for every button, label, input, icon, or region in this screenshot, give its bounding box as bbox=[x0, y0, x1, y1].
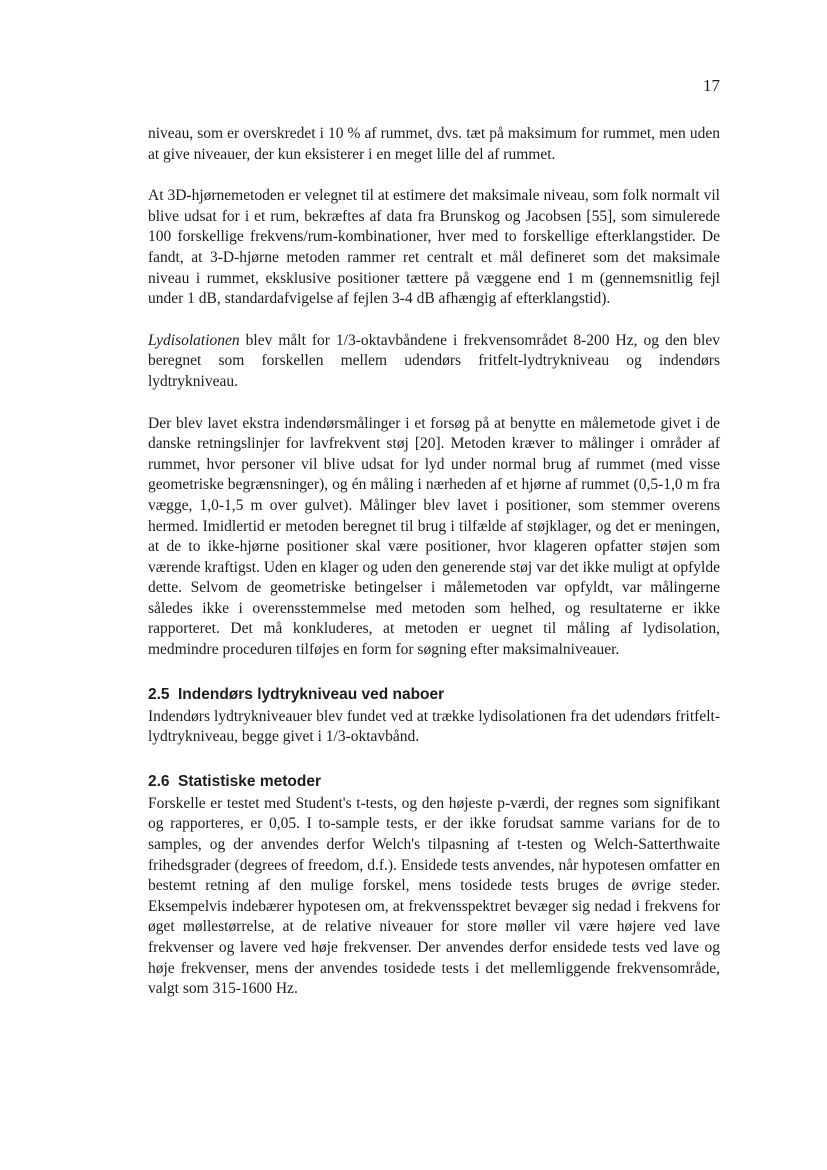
section-title: Statistiske metoder bbox=[178, 772, 321, 790]
paragraph-3d-corner-method: At 3D-hjørnemetoden er velegnet til at estimere det maksimale niveau, som folk normalt vil blive udsat for i et rum, bekræftes af data fra Brunskog og Jacobsen [55], som simulerede 100 forskellige frekvens/rum-kombinationer, hver med to forskellige efterklangstider. De fandt, at 3-D-hjørne metoden rammer ret centralt et mål defineret som det maksimale niveau i rummet, eksklusive positioner tættere på væggene end 1 m (gennemsnitlig fejl under 1 dB, standardafvigelse af fejlen 3-4 dB afhængig af efterklangstid). bbox=[148, 187, 720, 308]
section-title: Indendørs lydtrykniveau ved naboer bbox=[178, 685, 445, 703]
section-heading-2-5 bbox=[148, 685, 720, 705]
section-2-6-body: Forskelle er testet med Student's t-tests, og den højeste p-værdi, der regnes som signifikant og rapporteres, er 0,05. I to-sample tests, er der ikke forudsat samme varians for de to samples, og der anvendes derfor Welch's tilpasning af t-testen og Welch-Satterthwaite frihedsgrader (degrees of freedom, d.f.). Ensidede tests anvendes, når hypotesen omfatter en bestemt retning af den mulige forskel, mens tosidede tests bruges de øvrige steder. Eksempelvis indebærer hypotesen om, at frekvensspektret bevæger sig nedad i frekvens for øget møllestørrelse, at de relative niveauer for store møller vil være højere ved lave frekvenser og lavere ved høje frekvenser. Der anvendes derfor ensidede tests ved lave og høje frekvenser, mens der anvendes tosidede tests i det mellemliggende frekvensområde, valgt som 315-1600 Hz. bbox=[148, 794, 720, 998]
section-number: 2.6 bbox=[148, 772, 170, 790]
document-body bbox=[148, 124, 720, 1021]
section-number: 2.5 bbox=[148, 685, 170, 703]
paragraph-sound-insulation-text: blev målt for 1/3-oktavbåndene i frekvensområdet 8-200 Hz, og den blev beregnet som forskellen mellem udendørs fritfelt-lydtrykniveau og indendørs lydtrykniveau. bbox=[148, 331, 720, 390]
paragraph-extra-measurements: Der blev lavet ekstra indendørsmålinger i et forsøg på at benytte en målemetode givet i de danske retningslinjer for lavfrekvent støj [20]. Metoden kræver to målinger i områder af rummet, hvor personer vil blive udsat for lyd under normal brug af rummet (med visse geometriske begrænsninger), og én måling i nærheden af et hjørne af rummet (0,5-1,0 m fra vægge, 1,0-1,5 m over gulvet). Målinger blev lavet i positioner, som stemmer overens hermed. Imidlertid er metoden beregnet til brug i tilfælde af støjklager, og det er meningen, at de to ikke-hjørne positioner skal være positioner, hvor klageren opfatter støjen som værende kraftigst. Uden en klager og uden den generende støj var det ikke muligt at opfylde dette. Selvom de geometriske betingelser i målemetoden var opfyldt, var målingerne således ikke i overensstemmelse med metoden som helhed, og resultaterne er ikke rapporteret. Det må konkluderes, at metoden er uegnet til måling af lydisolation, medmindre proceduren tilføjes en form for søgning efter maksimalniveauer. bbox=[148, 414, 720, 659]
page-number: 17 bbox=[703, 76, 720, 95]
term-lydisolationen: Lydisolationen bbox=[148, 331, 240, 349]
section-2-5-body: Indendørs lydtrykniveauer blev fundet ved at trække lydisolationen fra det udendørs fritfelt-lydtrykniveau, begge givet i 1/3-oktavbånd. bbox=[148, 707, 720, 746]
paragraph-niveau: niveau, som er overskredet i 10 % af rummet, dvs. tæt på maksimum for rummet, men uden at give niveauer, der kun eksisterer i en meget lille del af rummet. bbox=[148, 125, 720, 163]
paragraph-sound-insulation bbox=[148, 331, 720, 393]
section-heading-2-6 bbox=[148, 772, 720, 792]
